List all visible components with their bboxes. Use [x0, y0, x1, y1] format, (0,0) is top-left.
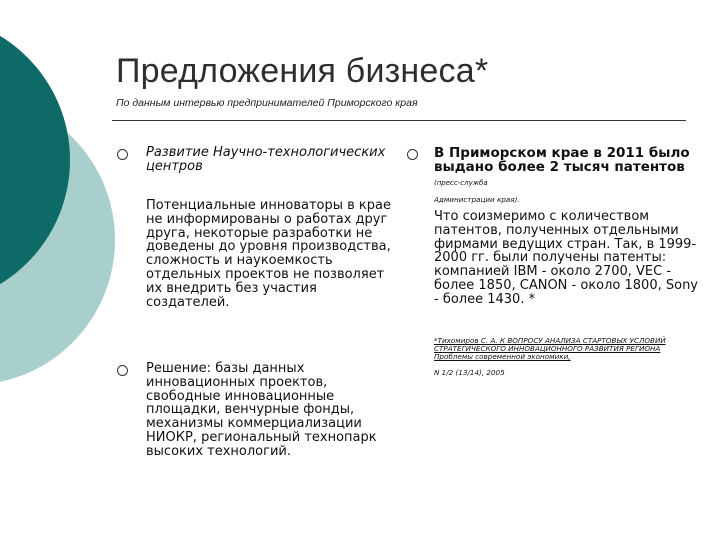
right-bullet-heading-text: В Приморском крае в 2011 было выдано более 2 тысяч патентов: [434, 145, 690, 175]
left-bullet2-text: Решение: базы данных инновационных проектов, свободные инновационные площадки, венчурные фонды, механизмы коммерциализации НИОКР, региональный технопарк высоких технологий.: [146, 361, 377, 459]
slide-title: Предложения бизнеса*: [116, 52, 489, 90]
right-body-text: Что соизмеримо с количеством патентов, полученных отдельными фирмами ведущих стран. Так, в 1999-2000 гг. были получены патенты: компанией IBM - около 2700, VEC - более 1850, CANON - около 1800, Sony - более 1430. *: [434, 209, 699, 307]
right-bullet-heading: [434, 146, 706, 190]
source-inline: (пресс-служба: [434, 179, 488, 187]
decorative-circles: [0, 0, 130, 540]
left-bullet1-body: Потенциальные инноваторы в крае не информированы о работах друг друга, некоторые разработки не доведены до уровня производства, сложность и наукоемкость отдельных проектов не позволяет их внедрить без участия создателей.: [146, 198, 391, 310]
left-bullet1-heading: Развитие Научно-технологических центров: [146, 145, 386, 174]
source-continuation: Администрации края).: [434, 195, 520, 204]
bullet-icon: [407, 149, 418, 160]
bullet-icon: [117, 149, 128, 160]
bullet-icon: [117, 365, 128, 376]
title-divider: [112, 120, 686, 121]
footnote-issue: N 1/2 (13/14), 2005: [434, 368, 505, 377]
slide-subtitle: По данным интервью предпринимателей Приморского края: [116, 97, 418, 109]
footnote-citation: *Тихомиров С. А. К ВОПРОСУ АНАЛИЗА СТАРТОВЫХ УСЛОВИЙ СТРАТЕГИЧЕСКОГО ИННОВАЦИОННОГО РАЗВИТИЯ РЕГИОНА Проблемы современной экономики,: [434, 336, 666, 362]
